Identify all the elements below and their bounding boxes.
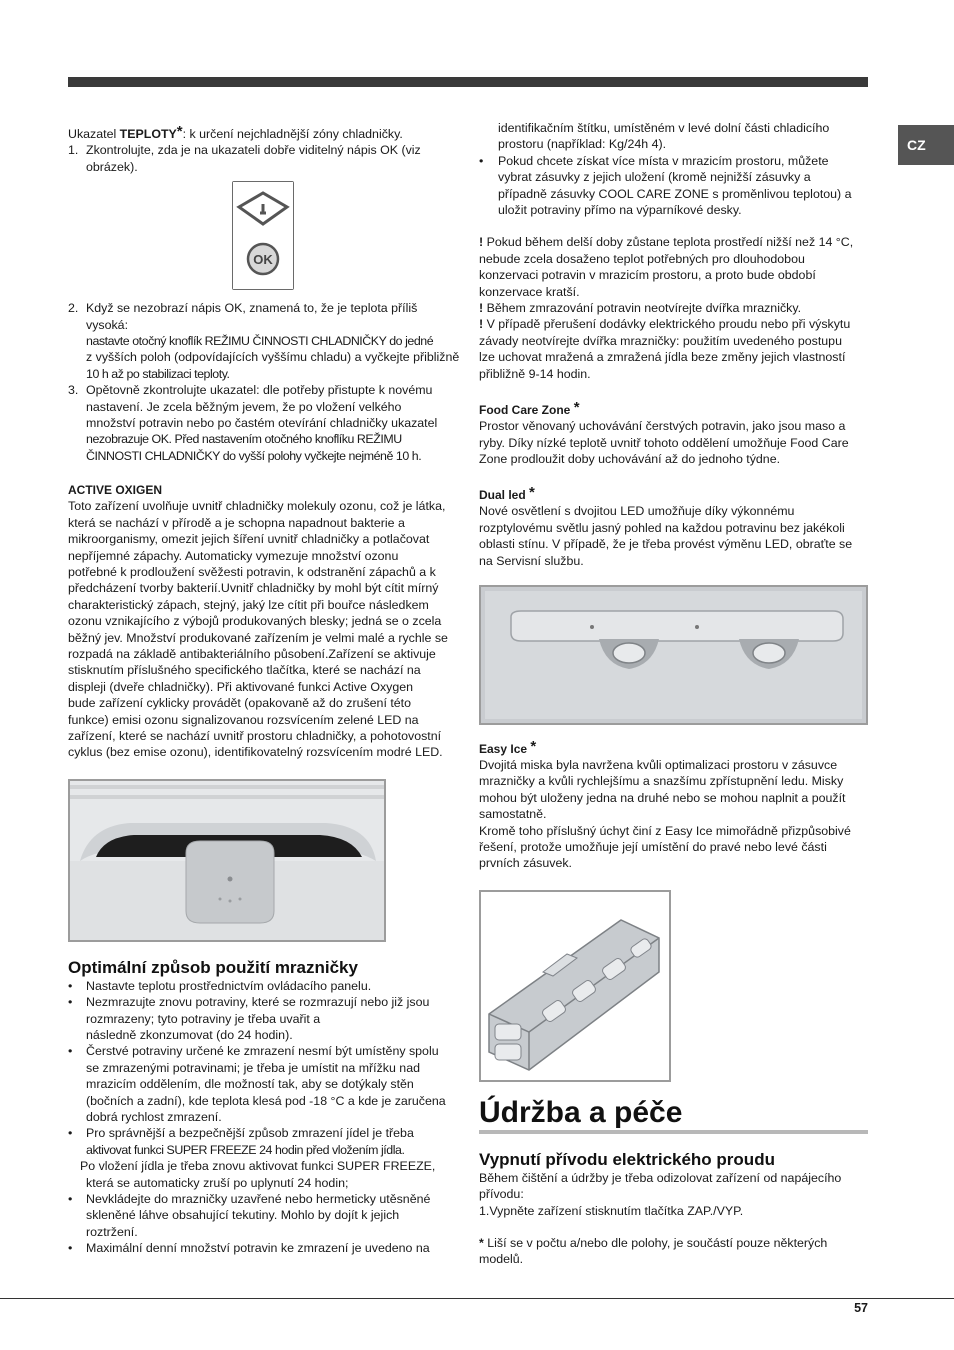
language-tab: CZ [898, 125, 954, 165]
text-line: lze uchovat mražená a zmražená jídla beze změny jejich vlastností [479, 350, 846, 365]
list-item-continuation [479, 120, 871, 153]
text-line: uložit potraviny přímo na výparníkové desky. [498, 203, 742, 218]
text-line: identifikačním štítku, umístěném v levé dolní části chladicího [498, 121, 830, 135]
text-line: mikroorganismy, omezit jejich šíření uvnitř chladničky a potlačovat [68, 532, 430, 547]
text-line: roztržení. [86, 1224, 138, 1239]
text-line: mrazničky a kvůli rychlejšímu a snazšímu zpřístupnění ledu. Misky [479, 774, 844, 789]
asterisk: * [529, 484, 535, 502]
text-line: skleněné láhve obsahující tekutiny. Mohlo by dojít k jejich [86, 1208, 400, 1223]
step-number: 1. [68, 143, 79, 158]
text-line: dobrá rychlost zmrazení. [86, 1110, 222, 1125]
list-item-continuation [68, 1158, 460, 1191]
text-line: se zmrazenými potravinami; je třeba je umístit na mřížku nad [86, 1060, 420, 1075]
text-line: Dvojitá miska byla navržena kvůli optimalizaci prostoru v zásuvce [479, 757, 838, 772]
text-line: Během zmrazování potravin neotvírejte dvířka mrazničky. [483, 301, 802, 316]
step-line: z vyšších poloh (odpovídajících vyššímu chladu) a vyčkejte přibližně [86, 350, 460, 365]
left-column [68, 124, 460, 1257]
text-line: charakteristický zápach, stejný, jaký lze cítit při bouřce následkem [68, 597, 429, 612]
step-number: 2. [68, 301, 79, 316]
text-line: ryby. Díky nízké teplotě uvnitř tohoto oddělení umožňuje Food Care [479, 435, 849, 450]
asterisk: * [573, 399, 580, 417]
text-line: potřebné k prodloužení svěžesti potravin, k odstranění zápachů a k [68, 564, 436, 579]
step-line: 10 h až po stabilizaci teploty. [86, 366, 230, 381]
text-line: Prostor věnovaný uchovávání čerstvých potravin, jako jsou maso a [479, 419, 846, 434]
ok-indicator-icon [233, 182, 293, 289]
text-line: cyklus (bez emise ozonu), identifikovatelný rozsvícením modré LED. [68, 745, 443, 760]
text-line: Nezmrazujte znovu potraviny, které se rozmrazují nebo již jsou [86, 995, 430, 1010]
dual-led-photo [479, 585, 868, 725]
power-off-heading: Vypnutí přívodu elektrického proudu [479, 1149, 775, 1169]
active-oxigen-text [68, 498, 460, 761]
step-line: obrázek). [86, 159, 138, 174]
text-line: 1.Vypněte zařízení stisknutím tlačítka ZAP./VYP. [479, 1203, 744, 1218]
text-line: Během čištění a údržby je třeba odizolovat zařízení od napájecího [479, 1170, 842, 1185]
text-line: bude zařízení cyklicky provádět (opakovaně až do zrušení této [68, 696, 411, 711]
teploty-suffix: : k určení nejchladnější zóny chladničky. [182, 127, 403, 141]
step-2 [68, 300, 460, 382]
ozone-device-photo [68, 779, 386, 942]
teploty-line [68, 124, 460, 142]
text-line: která se nachází v přírodě a je schopna napadnout bakterie a [68, 515, 405, 530]
text-line: Pokud během delší doby zůstane teplota prostředí nižší než 14 °C, [483, 235, 854, 250]
text-line: zařízení, které se nachází uvnitř prostoru chladničky, a pohotovostní [68, 728, 442, 743]
text-line: přibližně 9-14 hodin. [479, 366, 591, 381]
text-line: mohou být uloženy jedna na druhé nebo se mohou naplnit a použít [479, 790, 846, 805]
step-1 [68, 142, 460, 175]
food-care-heading: Food Care Zone * [479, 399, 580, 418]
text-line: prvních zásuvek. [479, 856, 572, 871]
text-line: která se automaticky zruší po uplynutí 24 hodin; [86, 1175, 349, 1190]
text-line: Kromě toho příslušný úchyt činí z Easy Ice mimořádně přizpůsobivé [479, 823, 851, 838]
text-line: (bočních a zadní), kde teplota klesá pod -18 °C a kde je zaručena [86, 1093, 446, 1108]
list-item: • Nezmrazujte znovu potraviny, které se rozmrazují nebo již jsou rozmrazeny; tyto potraviny je třeba uvařit a následně zkonzumovat (do 24 hodin). [68, 994, 460, 1043]
text-line: stisknutím příslušného specifického tlačítka, které se nachází na [68, 663, 421, 678]
text-line: modelů. [479, 1252, 524, 1267]
text-line: ozonu vznikajícího z výbojů produkovaných blesky; jedná se o zcela [68, 614, 442, 629]
text-line: rozmrazeny; tyto potraviny je třeba uvařit a [86, 1011, 321, 1026]
temperature-indicator-figure [232, 181, 294, 290]
text-line: přívodu: [479, 1187, 524, 1202]
list-item: • Pokud chcete získat více místa v mrazicím prostoru, můžete vybrat zásuvky z jejich uložení (kromě nejnižší zásuvky a případně zásuvky COOL CARE ZONE s proměnlivou teplotou) a uložit potraviny přímo na výparníkové desky. [479, 153, 871, 219]
step-3 [68, 382, 460, 464]
list-item: • Maximální denní množství potravin ke zmrazení je uvedeno na [68, 1240, 460, 1256]
text-line: vybrat zásuvky z jejich uložení (kromě nejnižší zásuvky a [498, 170, 811, 185]
active-oxigen-heading: ACTIVE OXIGEN [68, 483, 163, 498]
text-line: Maximální denní množství potravin ke zmrazení je uvedeno na [86, 1241, 430, 1256]
text-line: Čerstvé potraviny určené ke zmrazení nesmí být umístěny spolu [86, 1044, 439, 1059]
right-column [479, 120, 871, 1268]
step-line: ČINNOSTI CHLADNIČKY do vyšší polohy vyčkejte nejméně 10 h. [86, 448, 422, 463]
ice-tray-illustration [481, 892, 669, 1080]
ok-label: OK [253, 252, 273, 268]
warning-3 [479, 316, 871, 382]
asterisk: * [530, 737, 537, 755]
maintenance-title: Údržba a péče [479, 1095, 683, 1129]
text-line: Po vložení jídla je třeba znovu aktivovat funkci SUPER FREEZE, [80, 1159, 436, 1174]
text-line: samostatně. [479, 807, 547, 822]
text-line: Nové osvětlení s dvojitou LED umožňuje díky výkonnému [479, 504, 795, 519]
step-line: nezobrazuje OK. Před nastavením otočného knoflíku REŽIMU [86, 432, 402, 447]
step-line: nastavení. Je zcela běžným jevem, že po vložení velkého [86, 399, 402, 414]
teploty-prefix: Ukazatel [68, 127, 120, 141]
footer-rule [0, 1298, 954, 1299]
food-care-text [479, 418, 871, 467]
text-line: nebude zcela dosaženo teplot potřebných pro dlouhodobou [479, 251, 805, 266]
text-line: Nevkládejte do mrazničky uzavřené nebo hermeticky utěsněné [86, 1192, 431, 1207]
warning-1 [479, 234, 871, 300]
text-line: rozptylovému světlu jasný pohled na každou potravinu bez jakékoli [479, 520, 845, 535]
text-line: konzervace kratší. [479, 284, 580, 299]
text-line: předcházení tvorby bakterií.Uvnitř chladničky by mohl být cítit mírný [68, 581, 439, 596]
list-item: • Nastavte teplotu prostřednictvím ovládacího panelu. [68, 978, 460, 994]
text-line: funkce) emisi ozonu signalizovanou rozsvícením zelené LED na [68, 712, 419, 727]
text-line: Pro správnější a bezpečnější způsob zmrazení jídel je třeba [86, 1126, 414, 1141]
step-line: Když se nezobrazí nápis OK, znamená to, že je teplota příliš vysoká: [86, 301, 418, 332]
text-line: Toto zařízení uvolňuje uvnitř chladničky molekuly ozonu, což je látka, [68, 499, 446, 514]
page-number: 57 [854, 1301, 868, 1315]
text-line: závady neotvírejte dvířka mrazničky: použitím uvedeného postupu [479, 333, 842, 348]
text-line: oblasti stínu. V případě, že je třeba provést výměnu LED, obraťte se [479, 537, 853, 552]
text-line: Liší se v počtu a/nebo dle polohy, je součástí pouze některých [483, 1236, 828, 1250]
easy-ice-text [479, 757, 871, 872]
text-line: prostoru (například: Kg/24h 4). [498, 137, 667, 152]
text-line: nepříjemné zápachy. Automaticky vymezuje množství ozonu [68, 548, 399, 563]
ozone-device-illustration [70, 781, 384, 940]
easy-ice-photo [479, 890, 671, 1082]
text-line: Pokud chcete získat více místa v mrazicím prostoru, můžete [498, 153, 829, 168]
footnote [479, 1235, 871, 1268]
dual-led-heading: Dual led * [479, 484, 535, 503]
text-line: na Servisní službu. [479, 553, 584, 568]
dual-led-text [479, 503, 871, 569]
step-line: nastavte otočný knoflík REŽIMU ČINNOSTI CHLADNIČKY do jedné [86, 334, 434, 349]
warning-mark: ! [479, 317, 484, 332]
step-line: Opětovně zkontrolujte ukazatel: dle potřeby přistupte k novému [86, 383, 433, 398]
easy-ice-heading: Easy Ice * [479, 737, 537, 756]
warning-mark: ! [479, 235, 484, 250]
header-bar [68, 77, 868, 87]
step-number: 3. [68, 383, 79, 398]
text-line: následně zkonzumovat (do 24 hodin). [86, 1028, 293, 1042]
list-item: • Pro správnější a bezpečnější způsob zmrazení jídel je třeba aktivovat funkci SUPER FREEZE 24 hodin před vložením jídla. [68, 1125, 460, 1158]
asterisk: * [479, 1236, 484, 1250]
text-line: mrazicím oddělením, dle možností tak, aby se dotýkaly stěn [86, 1077, 414, 1092]
text-line: V případě přerušení dodávky elektrického proudu nebo při výskytu [483, 317, 851, 332]
text-line: konzervaci potravin v mrazicím prostoru, a proto bude období [479, 268, 816, 283]
text-line: displeji (dveře chladničky). Při aktivované funkci Active Oxygen [68, 679, 414, 694]
warning-2 [479, 300, 871, 316]
freezer-usage-list [68, 978, 460, 1257]
text-line: případně zásuvky COOL CARE ZONE s proměnlivou teplotou) a [498, 186, 852, 201]
step-line: množství potravin nebo po častém otevírání chladničky ukazatel [86, 416, 438, 431]
text-line: rozpadá na základě antibakteriálního působení.Zařízení se aktivuje [68, 646, 436, 661]
warning-mark: ! [479, 301, 484, 316]
asterisk: * [176, 123, 183, 140]
list-item: • Čerstvé potraviny určené ke zmrazení nesmí být umístěny spolu se zmrazenými potravinami; je třeba je umístit na mřížku nad mrazicím oddělením, dle možností tak, aby se dotýkaly stěn (bočních a zadní), kde teplota klesá pod -18 °C a kde je zaručena dobrá rychlost zmrazení. [68, 1043, 460, 1125]
list-item: • Nevkládejte do mrazničky uzavřené nebo hermeticky utěsněné skleněné láhve obsahující tekutiny. Mohlo by dojít k jejich roztržení. [68, 1191, 460, 1240]
freezer-usage-heading: Optimální způsob použití mrazničky [68, 957, 358, 977]
step-line: Zkontrolujte, zda je na ukazateli dobře viditelný nápis OK (viz [86, 143, 421, 158]
text-line: aktivovat funkci SUPER FREEZE 24 hodin před vložením jídla. [86, 1142, 405, 1157]
text-line: Nastavte teplotu prostřednictvím ovládacího panelu. [86, 978, 372, 993]
text-line: Zone prodloužit doby uchovávání až do jednoho týdne. [479, 451, 781, 466]
teploty-bold: TEPLOTY [119, 127, 177, 141]
text-line: běžný jev. Množství produkované zařízením je velmi malé a rychle se [68, 630, 448, 645]
dual-led-illustration [481, 587, 866, 723]
power-off-text [479, 1170, 871, 1219]
text-line: řešení, protože umožňuje její umístění do pravé nebo levé části [479, 839, 827, 854]
